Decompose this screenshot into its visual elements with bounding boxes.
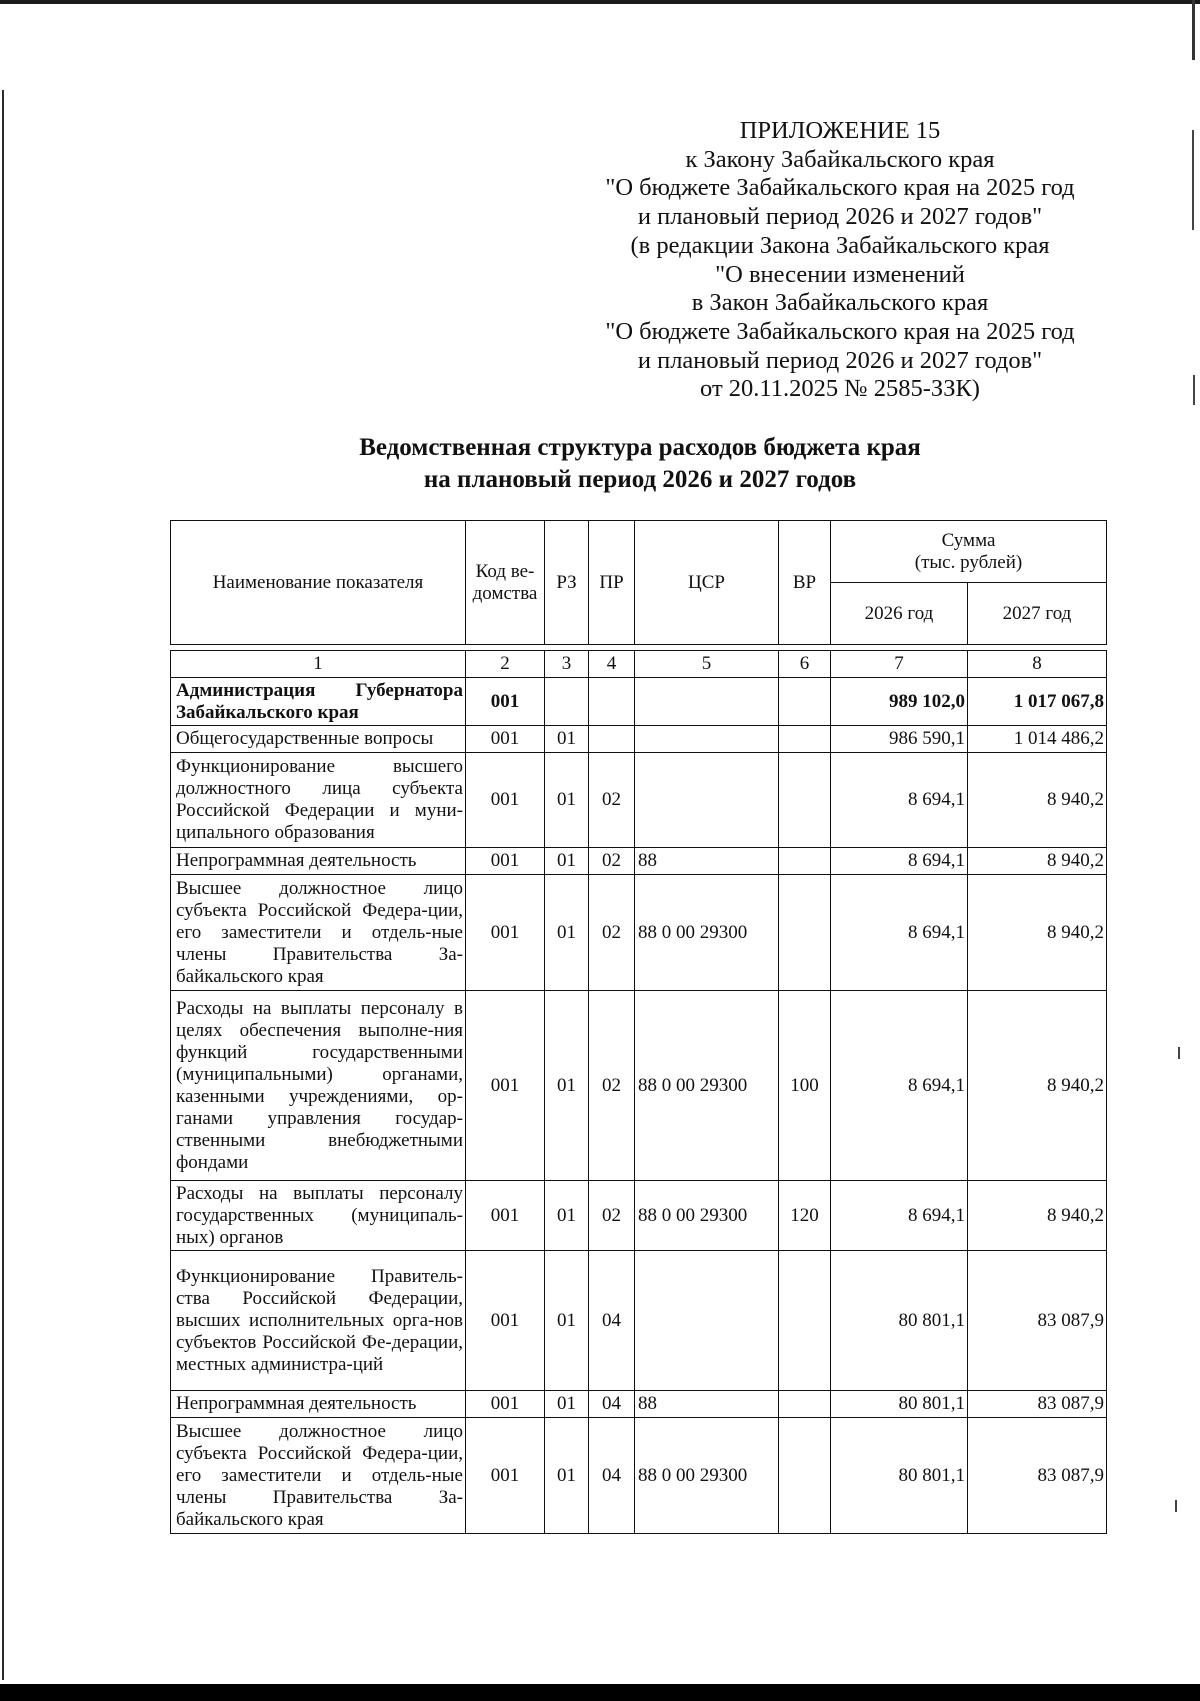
table-row (171, 678, 1107, 726)
appendix-line: "О бюджете Забайкальского края на 2025 год (605, 317, 1075, 345)
row-pr (589, 726, 635, 753)
data-table (170, 650, 1107, 1534)
row-code: 001 (466, 1251, 545, 1391)
row-rz: 01 (545, 1391, 589, 1418)
row-rz: 01 (545, 753, 589, 848)
row-rz: 01 (545, 991, 589, 1181)
row-sum-2027: 8 940,2 (968, 1181, 1107, 1251)
row-rz: 01 (545, 1251, 589, 1391)
header-csr: ЦСР (635, 521, 779, 645)
header-rz: РЗ (545, 521, 589, 645)
column-number: 8 (968, 651, 1107, 678)
row-csr (635, 726, 779, 753)
header-sum-unit: (тыс. рублей) (914, 551, 1023, 573)
row-rz: 01 (545, 726, 589, 753)
row-csr: 88 0 00 29300 (635, 1418, 779, 1534)
scan-mark (1193, 375, 1195, 405)
scan-edge-left (2, 90, 4, 1680)
table-row (171, 1251, 1107, 1391)
row-pr: 02 (589, 848, 635, 875)
row-sum-2026: 986 590,1 (831, 726, 968, 753)
row-csr (635, 678, 779, 726)
row-sum-2026: 80 801,1 (831, 1418, 968, 1534)
column-number: 3 (545, 651, 589, 678)
row-sum-2027: 83 087,9 (968, 1251, 1107, 1391)
row-code: 001 (466, 1181, 545, 1251)
row-sum-2026: 8 694,1 (831, 991, 968, 1181)
table-row (171, 726, 1107, 753)
scan-edge-top (0, 0, 1200, 4)
header-name: Наименование показателя (171, 521, 466, 645)
row-name: Непрограммная деятельность (171, 1391, 466, 1418)
row-code: 001 (466, 848, 545, 875)
scan-edge-right (1192, 0, 1195, 60)
row-sum-2026: 8 694,1 (831, 1181, 968, 1251)
row-vr (779, 753, 831, 848)
row-csr: 88 (635, 848, 779, 875)
row-sum-2027: 1 014 486,2 (968, 726, 1107, 753)
row-name: Непрограммная деятельность (171, 848, 466, 875)
row-pr: 02 (589, 875, 635, 991)
row-sum-2027: 1 017 067,8 (968, 678, 1107, 726)
row-vr (779, 726, 831, 753)
row-sum-2027: 8 940,2 (968, 753, 1107, 848)
table-header (170, 520, 1107, 645)
appendix-line: и плановый период 2026 и 2027 годов" (637, 203, 1043, 231)
row-code: 001 (466, 753, 545, 848)
scan-mark (1175, 1500, 1177, 1512)
row-vr (779, 1251, 831, 1391)
row-csr (635, 1251, 779, 1391)
appendix-block (580, 117, 1100, 404)
row-code: 001 (466, 991, 545, 1181)
document-title (220, 432, 1060, 496)
row-sum-2027: 8 940,2 (968, 848, 1107, 875)
row-pr: 02 (589, 991, 635, 1181)
row-pr: 04 (589, 1391, 635, 1418)
column-number: 1 (171, 651, 466, 678)
row-csr: 88 0 00 29300 (635, 991, 779, 1181)
row-pr: 02 (589, 753, 635, 848)
appendix-line: "О бюджете Забайкальского края на 2025 год (605, 174, 1075, 202)
row-sum-2026: 8 694,1 (831, 875, 968, 991)
scan-mark (1192, 130, 1194, 230)
column-number: 6 (779, 651, 831, 678)
row-name: Расходы на выплаты персоналу государственных (муниципаль-ных) органов (171, 1181, 466, 1251)
header-vr: ВР (779, 521, 831, 645)
row-rz: 01 (545, 875, 589, 991)
row-vr (779, 875, 831, 991)
column-number: 5 (635, 651, 779, 678)
row-pr: 02 (589, 1181, 635, 1251)
row-rz: 01 (545, 848, 589, 875)
row-rz (545, 678, 589, 726)
appendix-line: ПРИЛОЖЕНИЕ 15 (739, 117, 941, 144)
row-sum-2027: 83 087,9 (968, 1418, 1107, 1534)
row-code: 001 (466, 726, 545, 753)
table-row (171, 753, 1107, 848)
row-pr: 04 (589, 1251, 635, 1391)
table-row (171, 1181, 1107, 1251)
row-sum-2026: 80 801,1 (831, 1251, 968, 1391)
title-line-2: на плановый период 2026 и 2027 годов (423, 466, 857, 493)
row-name: Администрация Губернатора Забайкальского края (171, 678, 466, 726)
row-code: 001 (466, 1391, 545, 1418)
appendix-line: и плановый период 2026 и 2027 годов" (637, 346, 1043, 374)
row-rz: 01 (545, 1418, 589, 1534)
table-row (171, 1391, 1107, 1418)
header-sum (831, 521, 1107, 583)
row-csr: 88 (635, 1391, 779, 1418)
header-pr: ПР (589, 521, 635, 645)
row-vr (779, 848, 831, 875)
row-sum-2027: 8 940,2 (968, 991, 1107, 1181)
row-sum-2027: 8 940,2 (968, 875, 1107, 991)
row-vr (779, 678, 831, 726)
row-code: 001 (466, 678, 545, 726)
appendix-line: к Закону Забайкальского края (685, 145, 995, 173)
appendix-line: от 20.11.2025 № 2585-ЗЗК) (700, 375, 980, 403)
row-vr (779, 1391, 831, 1418)
row-sum-2026: 80 801,1 (831, 1391, 968, 1418)
row-sum-2026: 8 694,1 (831, 753, 968, 848)
scan-mark (1178, 1047, 1180, 1059)
row-vr: 120 (779, 1181, 831, 1251)
appendix-line: в Закон Забайкальского края (691, 289, 989, 317)
row-code: 001 (466, 875, 545, 991)
column-number-row (171, 651, 1107, 678)
title-line-1: Ведомственная структура расходов бюджета края (359, 434, 921, 461)
row-vr: 100 (779, 991, 831, 1181)
row-pr: 04 (589, 1418, 635, 1534)
row-pr (589, 678, 635, 726)
row-sum-2026: 8 694,1 (831, 848, 968, 875)
row-vr (779, 1418, 831, 1534)
header-2027: 2027 год (968, 583, 1107, 645)
row-name: Высшее должностное лицо субъекта Российской Федера-ции, его заместители и отдель-ные члены Правительства За-байкальского края (171, 875, 466, 991)
row-name: Общегосударственные вопросы (171, 726, 466, 753)
table-row (171, 875, 1107, 991)
row-rz: 01 (545, 1181, 589, 1251)
row-name: Функционирование высшего должностного лица субъекта Российской Федерации и муни-ципального образования (171, 753, 466, 848)
row-name: Функционирование Правитель-ства Российской Федерации, высших исполнительных орга-нов субъектов Российской Фе-дерации, местных администра-ций (171, 1251, 466, 1391)
column-number: 4 (589, 651, 635, 678)
table-row (171, 991, 1107, 1181)
table-row (171, 848, 1107, 875)
row-csr: 88 0 00 29300 (635, 875, 779, 991)
row-name: Расходы на выплаты персоналу в целях обеспечения выполне-ния функций государственными (муниципальными) органами, казенными учреждениями, ор-ганами управления государ-ственными внебюджетными фондами (171, 991, 466, 1181)
row-name: Высшее должностное лицо субъекта Российской Федера-ции, его заместители и отдель-ные члены Правительства За-байкальского края (171, 1418, 466, 1534)
appendix-line: (в редакции Закона Забайкальского края (630, 231, 1050, 259)
row-code: 001 (466, 1418, 545, 1534)
row-csr: 88 0 00 29300 (635, 1181, 779, 1251)
column-number: 7 (831, 651, 968, 678)
table-row (171, 1418, 1107, 1534)
appendix-line: "О внесении изменений (715, 260, 965, 288)
header-code: Код ве-домства (466, 521, 545, 645)
column-number: 2 (466, 651, 545, 678)
scan-edge-bottom (0, 1684, 1200, 1701)
row-sum-2026: 989 102,0 (831, 678, 968, 726)
header-2026: 2026 год (831, 583, 968, 645)
row-csr (635, 753, 779, 848)
row-sum-2027: 83 087,9 (968, 1391, 1107, 1418)
header-sum-label: Сумма (941, 529, 996, 551)
